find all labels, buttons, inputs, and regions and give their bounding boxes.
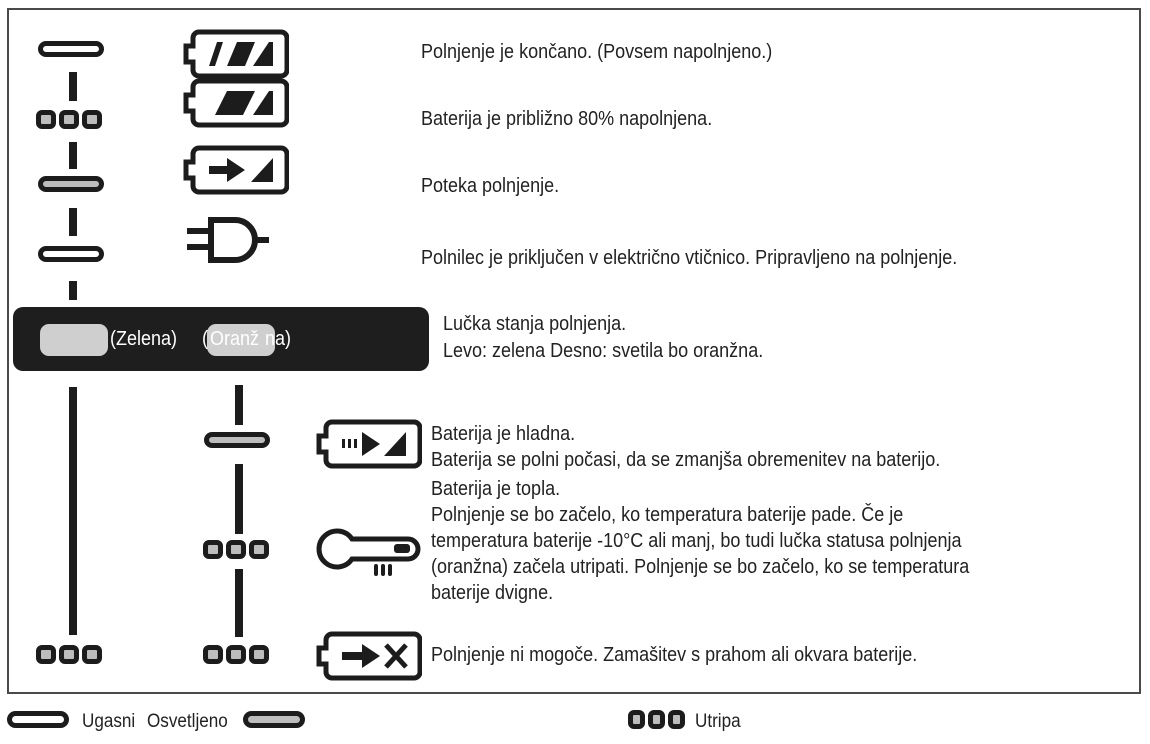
battery-80-icon: [183, 77, 289, 129]
led-blinking-indicator: [36, 110, 102, 129]
battery-full-icon: [183, 28, 289, 80]
sub-row-description: temperatura baterije -10°C ali manj, bo tudi lučka statusa polnjenja: [431, 530, 962, 552]
connector-line: [69, 281, 77, 300]
legend-blink-label: Utripa: [695, 711, 741, 732]
green-lamp-connector-line: [69, 387, 77, 635]
battery-cold-icon: [316, 418, 422, 470]
legend-on-swatch: [243, 711, 305, 728]
status-lamp-bar: [13, 307, 429, 371]
led-lit-indicator: [38, 176, 104, 192]
connector-line: [69, 142, 77, 169]
legend-off-label: Ugasni: [82, 711, 136, 732]
orange-lamp-label-open: (: [202, 328, 209, 350]
thermometer-hot-icon: [316, 523, 422, 583]
sub-row-description: Polnjenje se bo začelo, ko temperatura baterije pade. Če je: [431, 504, 904, 526]
status-bar-description-line1: Lučka stanja polnjenja.: [443, 313, 627, 335]
plug-icon: [185, 214, 285, 266]
sub-row-description: Baterija je topla.: [431, 478, 561, 500]
led-off-indicator: [38, 246, 104, 262]
connector-line: [69, 72, 77, 101]
battery-error-icon: [316, 630, 422, 682]
legend-off-swatch: [7, 711, 69, 728]
led-blinking-indicator: [36, 645, 102, 664]
sub-row-description: Baterija se polni počasi, da se zmanjša obremenitev na baterijo.: [431, 449, 941, 471]
sub-row-description: baterije dvigne.: [431, 582, 554, 604]
orange-lamp-label-end: na): [265, 328, 292, 350]
led-lit-indicator: [204, 432, 270, 448]
green-lamp-swatch: [40, 324, 108, 356]
connector-line: [69, 208, 77, 236]
orange-lamp-connector-line: [235, 385, 243, 425]
led-blinking-indicator: [203, 540, 269, 559]
connector-line: [235, 464, 243, 534]
status-bar-description-line2: Levo: zelena Desno: svetila bo oranžna.: [443, 340, 764, 362]
battery-charging-icon: [183, 144, 289, 196]
legend-blink-swatch: [628, 710, 685, 729]
row-description: Baterija je približno 80% napolnjena.: [421, 108, 713, 130]
row-description: Polnilec je priključen v električno vtičnico. Pripravljeno na polnjenje.: [421, 247, 958, 269]
sub-row-description: Baterija je hladna.: [431, 423, 576, 445]
orange-lamp-label-mid: Oranž: [210, 328, 260, 350]
sub-row-description: Polnjenje ni mogoče. Zamašitev s prahom ali okvara baterije.: [431, 644, 918, 666]
row-description: Polnjenje je končano. (Povsem napolnjeno.): [421, 41, 773, 63]
led-off-indicator: [38, 41, 104, 57]
legend-on-label: Osvetljeno: [147, 711, 228, 732]
led-blinking-indicator: [203, 645, 269, 664]
green-lamp-label: (Zelena): [110, 328, 178, 350]
sub-row-description: (oranžna) začela utripati. Polnjenje se bo začelo, ko se temperatura: [431, 556, 970, 578]
row-description: Poteka polnjenje.: [421, 175, 560, 197]
connector-line: [235, 569, 243, 637]
